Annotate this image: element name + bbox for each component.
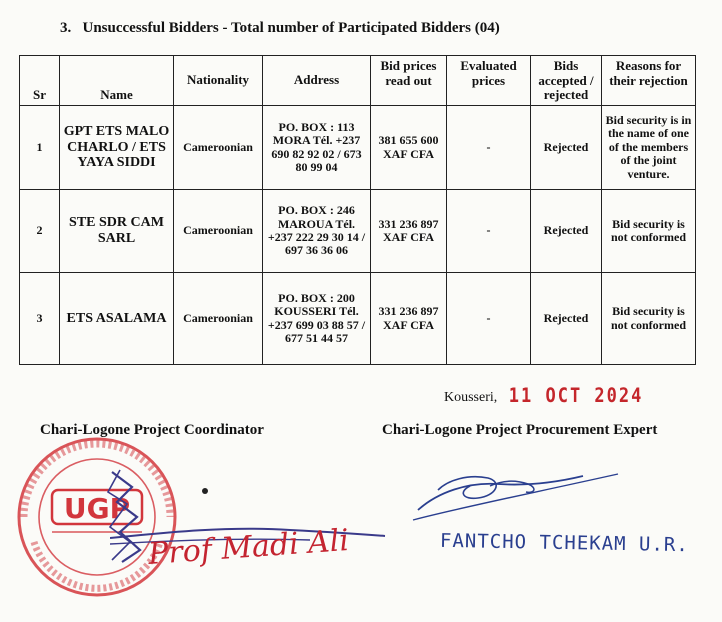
place-and-date [444, 386, 643, 406]
cell-nationality: Cameroonian [174, 273, 263, 365]
cell-evaluated-price: - [447, 106, 531, 190]
cell-sr: 2 [20, 190, 60, 273]
cell-bid-price: 331 236 897 XAF CFA [371, 190, 447, 273]
date-stamp: 11 OCT 2024 [508, 384, 644, 408]
bidders-table [19, 55, 696, 365]
coordinator-name: Prof Madi Ali [147, 523, 351, 572]
header-reasons: Reasons for their rejection [602, 56, 696, 106]
cell-bid-price: 331 236 897 XAF CFA [371, 273, 447, 365]
procurement-expert-signature-icon [408, 462, 628, 532]
table-row [20, 273, 696, 365]
table-row [20, 190, 696, 273]
cell-address: PO. BOX : 113 MORA Tél. +237 690 82 92 02 / 673 80 99 04 [263, 106, 371, 190]
cell-evaluated-price: - [447, 190, 531, 273]
procurement-expert-name: FANTCHO TCHEKAM U.R. [439, 529, 689, 557]
ink-dot [202, 488, 208, 494]
cell-sr: 1 [20, 106, 60, 190]
cell-sr: 3 [20, 273, 60, 365]
header-nationality: Nationality [174, 56, 263, 106]
header-bid-prices: Bid prices read out [371, 56, 447, 106]
cell-status: Rejected [531, 106, 602, 190]
cell-status: Rejected [531, 190, 602, 273]
section-title: Unsuccessful Bidders - Total number of Participated Bidders (04) [82, 20, 500, 36]
table-header-row [20, 56, 696, 106]
cell-name: GPT ETS MALO CHARLO / ETS YAYA SIDDI [60, 106, 174, 190]
cell-reason: Bid security is not conformed [602, 273, 696, 365]
cell-evaluated-price: - [447, 273, 531, 365]
cell-bid-price: 381 655 600 XAF CFA [371, 106, 447, 190]
section-heading [60, 20, 500, 37]
header-evaluated-prices: Evaluated prices [447, 56, 531, 106]
cell-address: PO. BOX : 200 KOUSSERI Tél. +237 699 03 88 57 / 677 51 44 57 [263, 273, 371, 365]
header-bids-status: Bids accepted / rejected [531, 56, 602, 106]
header-name: Name [60, 56, 174, 106]
cell-reason: Bid security is not conformed [602, 190, 696, 273]
cell-nationality: Cameroonian [174, 106, 263, 190]
cell-name: ETS ASALAMA [60, 273, 174, 365]
section-number: 3. [60, 20, 72, 36]
svg-text:UGP: UGP [63, 492, 131, 525]
cell-status: Rejected [531, 273, 602, 365]
coordinator-title: Chari-Logone Project Coordinator [40, 422, 264, 438]
place-text: Kousseri, [444, 390, 498, 405]
cell-nationality: Cameroonian [174, 190, 263, 273]
header-sr: Sr [20, 56, 60, 106]
header-address: Address [263, 56, 371, 106]
table-row [20, 106, 696, 190]
procurement-expert-title: Chari-Logone Project Procurement Expert [382, 422, 658, 438]
cell-name: STE SDR CAM SARL [60, 190, 174, 273]
cell-reason: Bid security is in the name of one of the members of the joint venture. [602, 106, 696, 190]
cell-address: PO. BOX : 246 MAROUA Tél. +237 222 29 30 14 / 697 36 36 06 [263, 190, 371, 273]
